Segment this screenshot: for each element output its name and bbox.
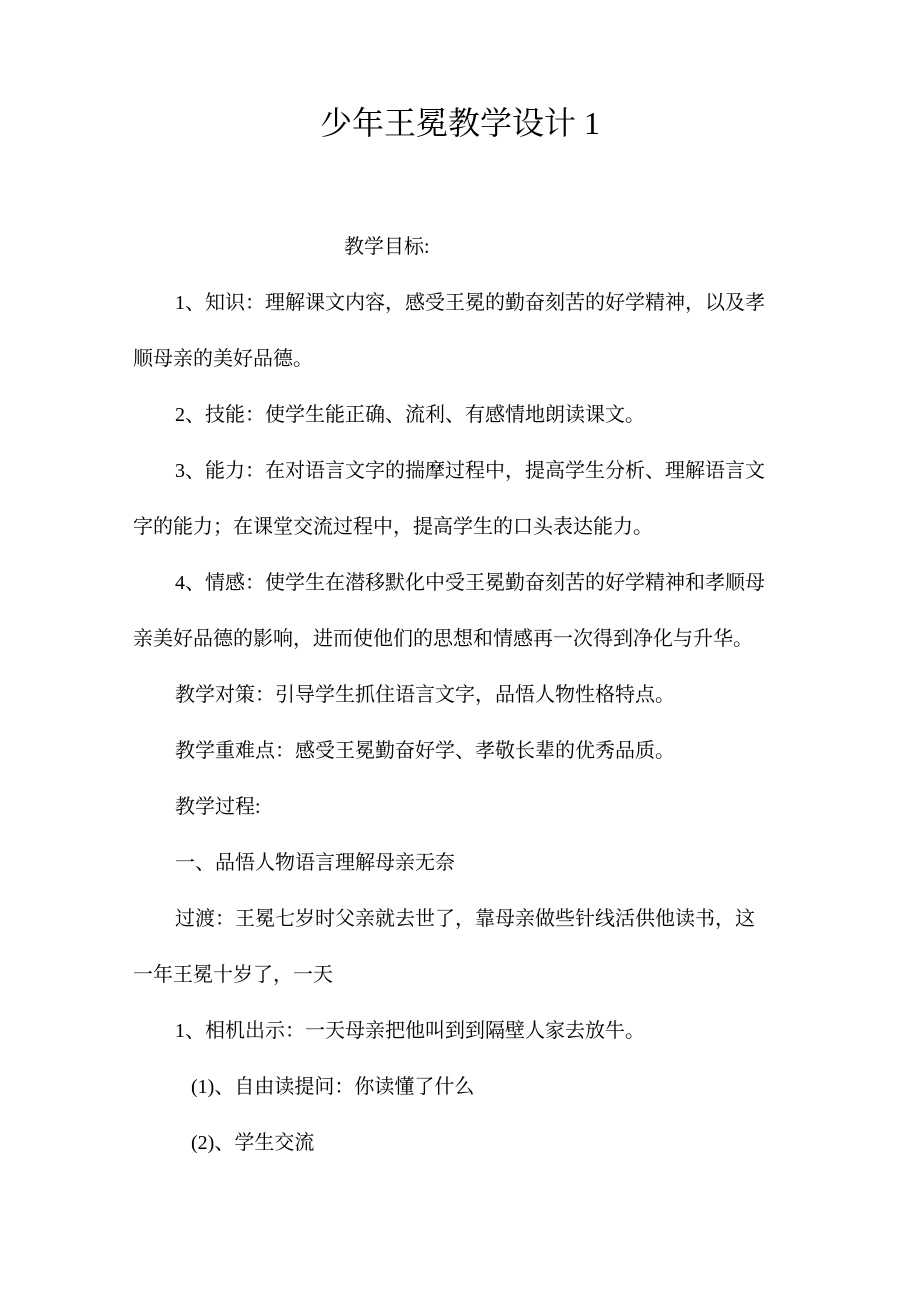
- text-line: 亲美好品德的影响，进而使他们的思想和情感再一次得到净化与升华。: [133, 628, 753, 650]
- text-line: 教学目标:: [344, 236, 430, 258]
- text-line: (2)、学生交流: [191, 1132, 315, 1154]
- document-title: 少年王冕教学设计 1: [319, 105, 600, 141]
- text-line: (1)、自由读提问：你读懂了什么: [191, 1076, 475, 1098]
- text-line: 1、知识：理解课文内容，感受王冕的勤奋刻苦的好学精神，以及孝: [175, 292, 765, 314]
- text-line: 字的能力；在课堂交流过程中，提高学生的口头表达能力。: [133, 516, 653, 538]
- text-line: 教学过程:: [175, 796, 261, 818]
- text-line: 3、能力：在对语言文字的揣摩过程中，提高学生分析、理解语言文: [175, 460, 765, 482]
- text-line: 4、情感：使学生在潜移默化中受王冕勤奋刻苦的好学精神和孝顺母: [175, 572, 765, 594]
- text-line: 1、相机出示：一天母亲把他叫到到隔壁人家去放牛。: [175, 1020, 645, 1042]
- text-line: 2、技能：使学生能正确、流利、有感情地朗读课文。: [175, 404, 645, 426]
- text-line: 过渡：王冕七岁时父亲就去世了，靠母亲做些针线活供他读书，这: [175, 908, 755, 930]
- text-line: 顺母亲的美好品德。: [133, 348, 313, 370]
- document-body: [133, 219, 788, 1171]
- text-line: 一、品悟人物语言理解母亲无奈: [175, 852, 455, 874]
- text-line: 教学对策：引导学生抓住语言文字，品悟人物性格特点。: [175, 684, 675, 706]
- text-line: 教学重难点：感受王冕勤奋好学、孝敬长辈的优秀品质。: [175, 740, 675, 762]
- text-line: 一年王冕十岁了，一天: [133, 964, 333, 986]
